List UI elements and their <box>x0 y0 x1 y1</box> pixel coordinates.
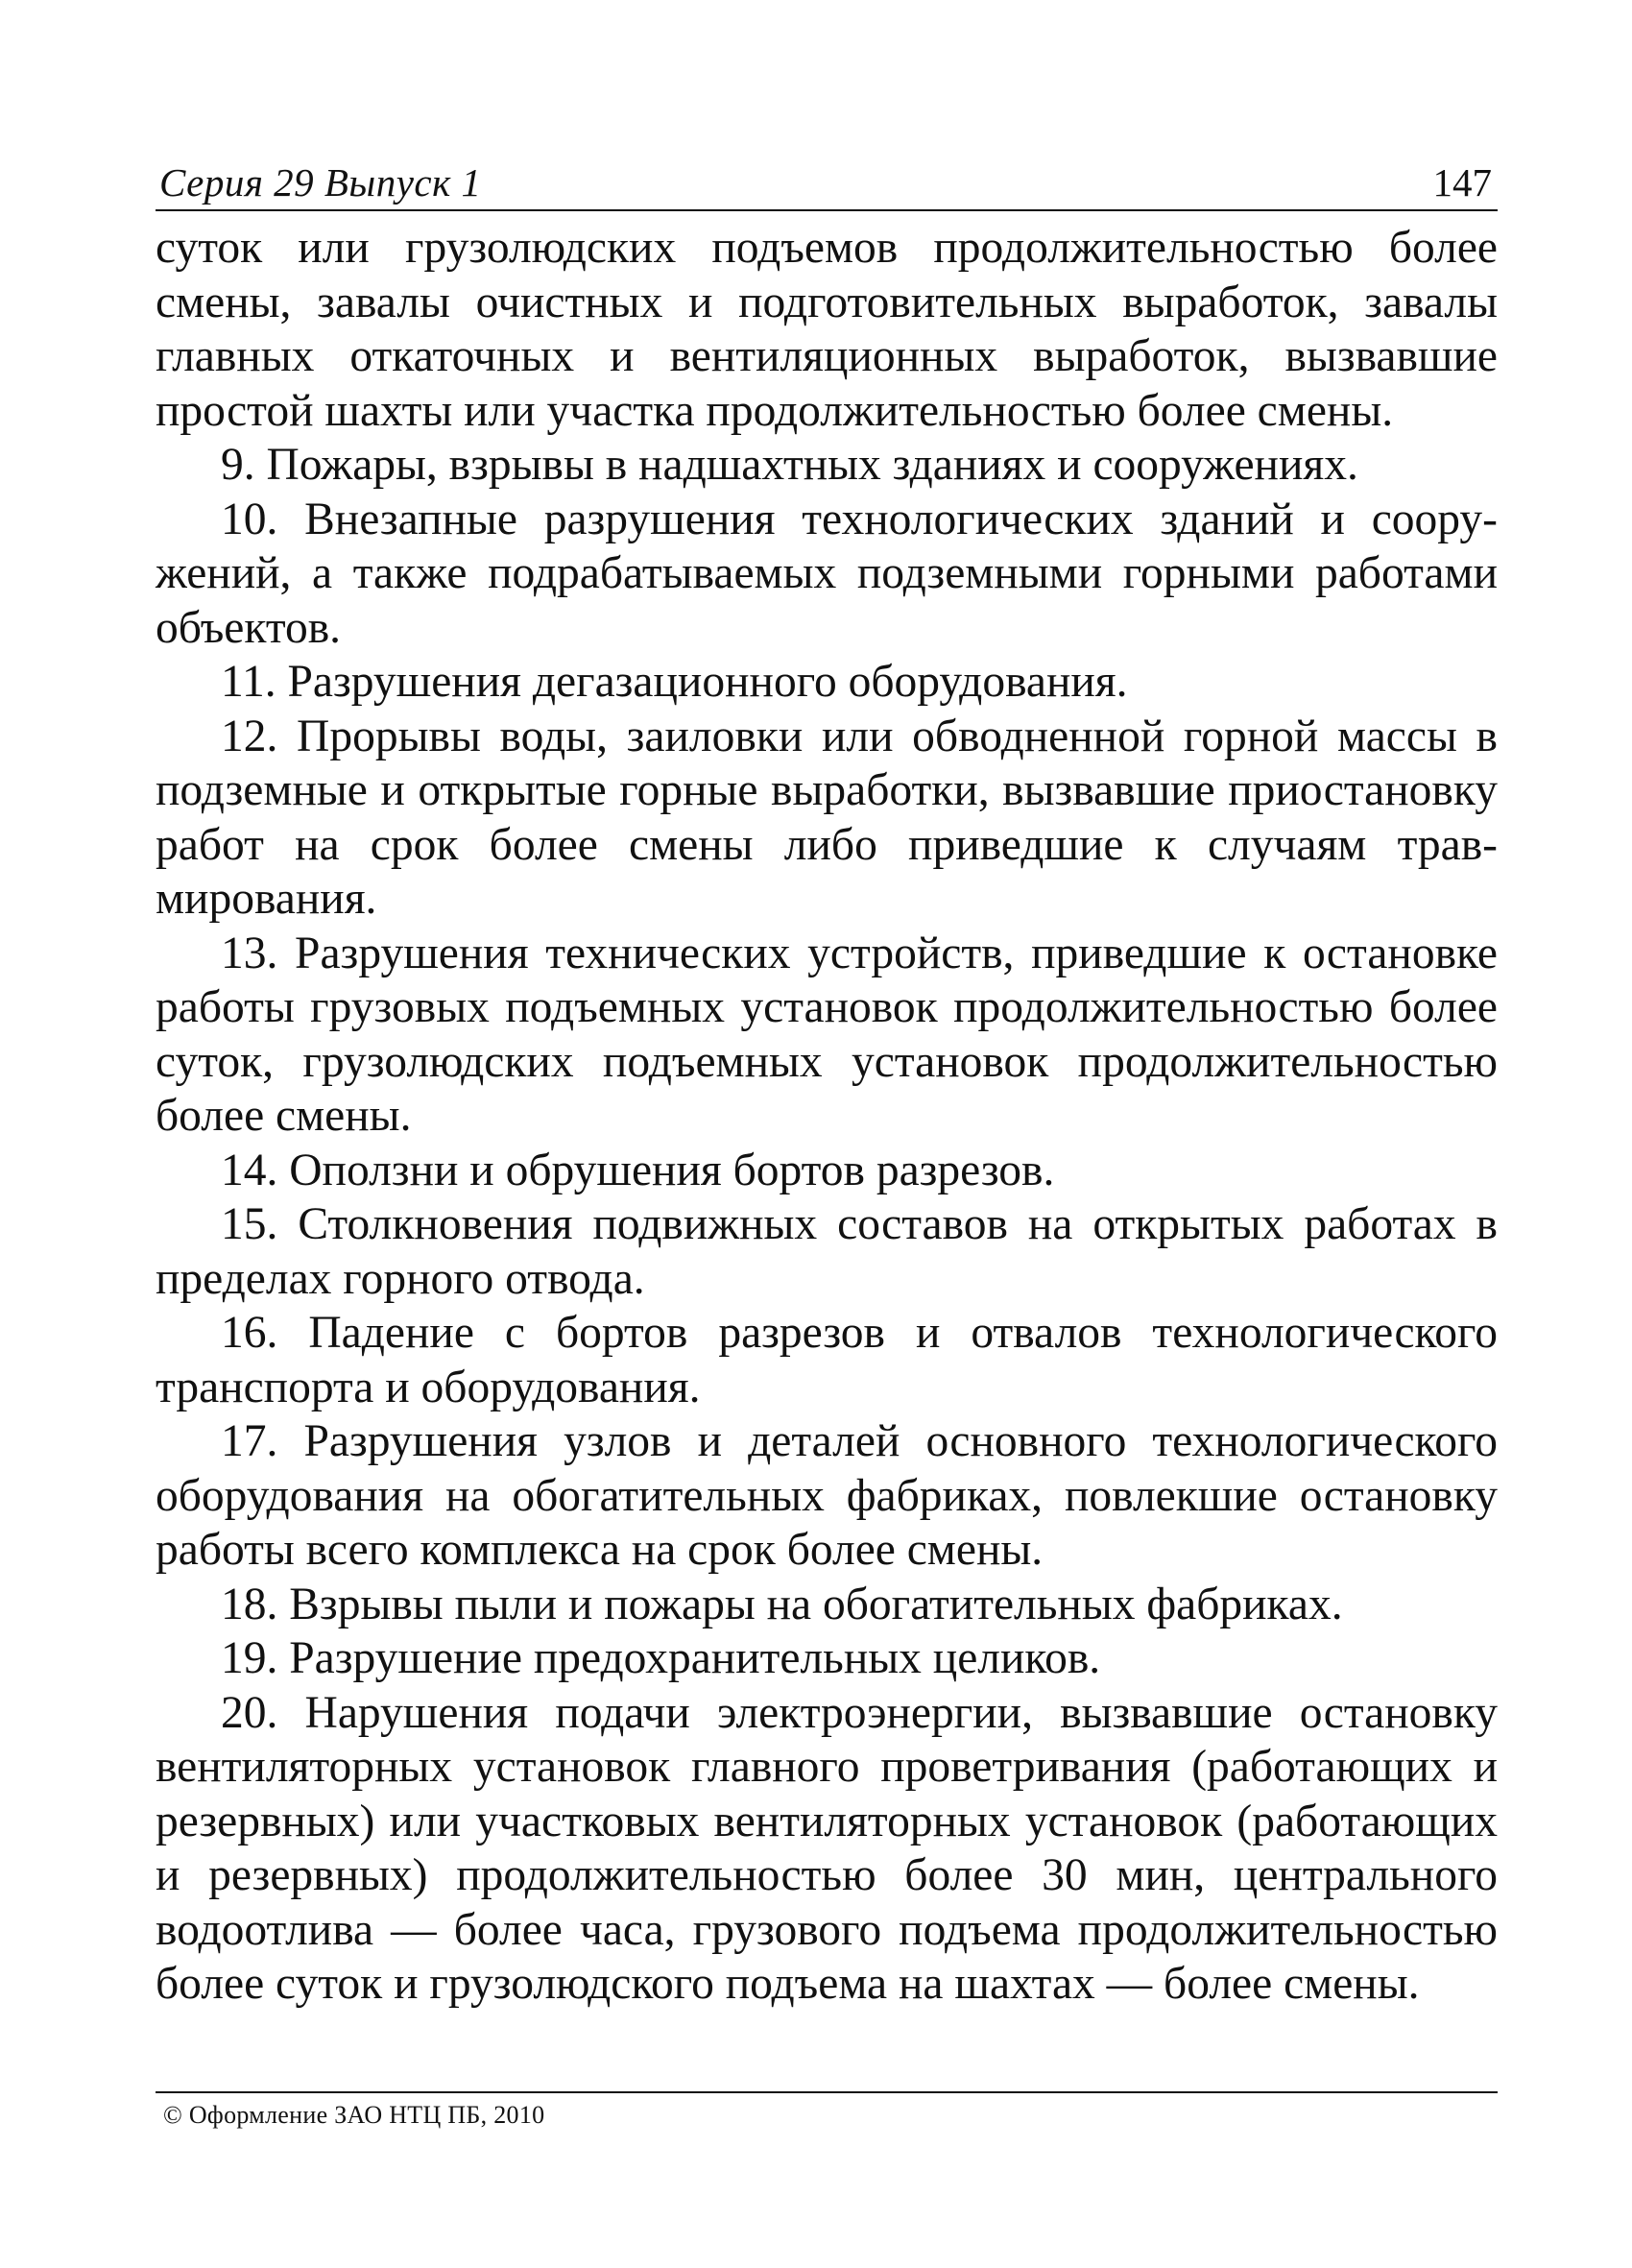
list-item-13: 13. Разрушения технических устройств, приведшие к остановке работы грузовых подъемных установок продолжительностью более суток, грузолюдских подъемных установок продолжительностью более смены. <box>156 928 1498 1141</box>
list-item-9: 9. Пожары, взрывы в надшахтных зданиях и сооружениях. <box>221 440 1358 490</box>
list-item-15: 15. Столкновения подвижных составов на открытых работах в пределах горного отвода. <box>156 1199 1498 1304</box>
list-item-14: 14. Оползни и обрушения бортов разрезов. <box>221 1145 1055 1195</box>
page-number: 147 <box>1432 160 1492 205</box>
list-item-11: 11. Разрушения дегазационного оборудования. <box>221 657 1128 707</box>
list-item-10: 10. Внезапные разрушения технологических зданий и сооружений, а также подрабатываемых подземными горными работами объектов. <box>156 494 1498 653</box>
list-item-16: 16. Падение с бортов разрезов и отвалов технологического транспорта и оборудования. <box>156 1308 1498 1412</box>
document-page <box>156 154 1498 2012</box>
series-title: Серия 29 Выпуск 1 <box>159 160 482 205</box>
footer-copyright: © Оформление ЗАО НТЦ ПБ, 2010 <box>163 2101 545 2129</box>
list-item-19: 19. Разрушение предохранительных целиков. <box>221 1633 1101 1683</box>
list-item-20: 20. Нарушения подачи электроэнергии, вызвавшие остановку вентиляторных установок главного проветривания (работающих и резервных) или участковых вентиляторных установок (работающих и резервных) продолжительностью более 30 мин, центрального водоотлива — более часа, грузового подъема продолжительностью более суток и грузолюдского подъема на шахтах — более смены. <box>156 1687 1498 2009</box>
body-text <box>156 221 1498 2012</box>
footer-divider <box>156 2091 1498 2093</box>
list-item-17: 17. Разрушения узлов и деталей основного технологического оборудования на обогатительных фабриках, повлекшие остановку работы всего комплекса на срок более смены. <box>156 1416 1498 1575</box>
paragraph-continuation: суток или грузолюдских подъемов продолжительностью более смены, завалы очистных и подготовительных выработок, завалы главных откаточных и вентиляционных выработок, вызвавшие простой шахты или участка продолжительностью более смены. <box>156 223 1498 436</box>
running-header <box>156 154 1498 211</box>
list-item-12: 12. Прорывы воды, заиловки или обводненной горной массы в подземные и открытые горные выработки, вызвавшие приостановку работ на срок более смены либо приведшие к случаям травмирования. <box>156 711 1498 924</box>
list-item-18: 18. Взрывы пыли и пожары на обогатительных фабриках. <box>221 1579 1343 1629</box>
